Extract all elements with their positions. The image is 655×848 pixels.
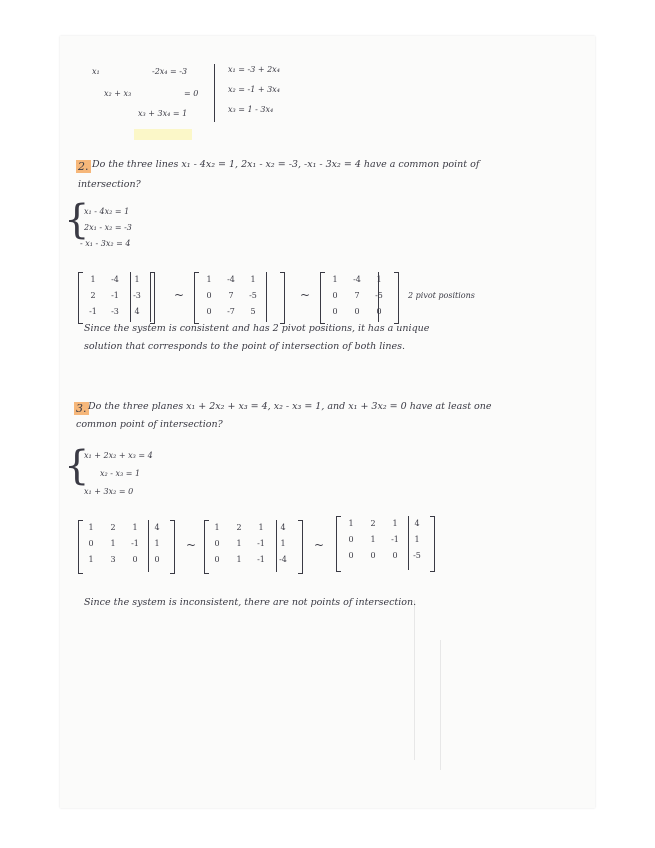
matrix-cell: 1 bbox=[90, 275, 96, 284]
top-solution-line: x₁ = -3 + 2x₄ bbox=[228, 65, 280, 74]
system-equation: x₁ + 3x₂ = 0 bbox=[84, 487, 134, 496]
matrix-cell: -4 bbox=[227, 275, 235, 284]
matrix-cell: 4 bbox=[414, 519, 420, 528]
matrix-cell: 0 bbox=[348, 535, 354, 544]
matrix-cell: 1 bbox=[214, 523, 220, 532]
matrix-bracket-right bbox=[170, 520, 175, 574]
matrix-cell: 0 bbox=[154, 555, 160, 564]
matrix-cell: -5 bbox=[249, 291, 257, 300]
matrix-bracket-right bbox=[280, 272, 285, 324]
system-equation: x₁ + 2x₂ + x₃ = 4 bbox=[84, 451, 153, 460]
system-brace: { bbox=[64, 197, 90, 243]
matrix-cell: 1 bbox=[280, 539, 286, 548]
augmented-matrix bbox=[80, 520, 168, 568]
matrix-cell: 1 bbox=[110, 539, 116, 548]
system-equation: x₁ - 4x₂ = 1 bbox=[84, 207, 130, 216]
matrix-cell: 0 bbox=[214, 539, 220, 548]
matrix-cell: 0 bbox=[348, 551, 354, 560]
pivot-note: 2 pivot positions bbox=[408, 291, 475, 300]
matrix-bracket-right bbox=[394, 272, 399, 324]
matrix-cell: -4 bbox=[279, 555, 287, 564]
augmented-matrix bbox=[206, 520, 294, 568]
augment-bar bbox=[276, 520, 277, 572]
matrix-cell: 1 bbox=[154, 539, 160, 548]
matrix-cell: 1 bbox=[414, 535, 420, 544]
matrix-cell: 7 bbox=[354, 291, 360, 300]
augment-bar bbox=[266, 272, 267, 322]
matrix-bracket-right bbox=[298, 520, 303, 574]
matrix-cell: 1 bbox=[206, 275, 212, 284]
matrix-cell: 4 bbox=[280, 523, 286, 532]
matrix-bracket-right bbox=[150, 272, 155, 324]
matrix-cell: 0 bbox=[206, 307, 212, 316]
row-equivalent-symbol: ~ bbox=[174, 288, 185, 302]
question-text: Do the three planes x₁ + 2x₂ + x₃ = 4, x₂ - x₃ = 1, and x₁ + 3x₂ = 0 have at least one bbox=[88, 401, 492, 412]
matrix-cell: 2 bbox=[236, 523, 242, 532]
matrix-cell: 1 bbox=[392, 519, 398, 528]
matrix-cell: 1 bbox=[134, 275, 140, 284]
matrix-cell: -1 bbox=[257, 539, 265, 548]
matrix-cell: 0 bbox=[370, 551, 376, 560]
matrix-cell: 1 bbox=[370, 535, 376, 544]
matrix-cell: -1 bbox=[131, 539, 139, 548]
question-text: intersection? bbox=[78, 179, 141, 190]
augmented-matrix bbox=[198, 272, 264, 320]
matrix-cell: 3 bbox=[110, 555, 116, 564]
matrix-cell: 0 bbox=[354, 307, 360, 316]
matrix-cell: 0 bbox=[132, 555, 138, 564]
matrix-cell: 2 bbox=[110, 523, 116, 532]
matrix-cell: -5 bbox=[413, 551, 421, 560]
question-number: 2. bbox=[78, 160, 89, 173]
matrix-cell: 1 bbox=[348, 519, 354, 528]
top-eq-line: x₃ + 3x₄ = 1 bbox=[138, 109, 188, 118]
conclusion-text: Since the system is inconsistent, there are not points of intersection. bbox=[84, 597, 417, 608]
matrix-cell: 0 bbox=[392, 551, 398, 560]
augmented-matrix bbox=[82, 272, 148, 320]
system-equation: x₂ - x₃ = 1 bbox=[100, 469, 141, 478]
augment-bar bbox=[148, 520, 149, 572]
matrix-cell: 0 bbox=[332, 307, 338, 316]
matrix-cell: 5 bbox=[250, 307, 256, 316]
matrix-cell: 7 bbox=[228, 291, 234, 300]
matrix-cell: -3 bbox=[133, 291, 141, 300]
paper-crease bbox=[414, 600, 415, 760]
matrix-bracket-right bbox=[430, 516, 435, 572]
matrix-cell: 1 bbox=[258, 523, 264, 532]
highlighter-mark bbox=[134, 129, 192, 140]
system-brace: { bbox=[64, 443, 90, 489]
matrix-cell: 1 bbox=[88, 555, 94, 564]
row-equivalent-symbol: ~ bbox=[300, 288, 311, 302]
matrix-cell: -3 bbox=[111, 307, 119, 316]
question-text: Do the three lines x₁ - 4x₂ = 1, 2x₁ - x₂ = -3, -x₁ - 3x₂ = 4 have a common point of bbox=[92, 159, 480, 170]
matrix-cell: 0 bbox=[376, 307, 382, 316]
matrix-cell: 0 bbox=[332, 291, 338, 300]
matrix-cell: -7 bbox=[227, 307, 235, 316]
conclusion-text: solution that corresponds to the point of intersection of both lines. bbox=[84, 341, 405, 352]
divider-line bbox=[214, 64, 215, 122]
matrix-cell: -4 bbox=[353, 275, 361, 284]
matrix-cell: -1 bbox=[391, 535, 399, 544]
matrix-cell: 2 bbox=[90, 291, 96, 300]
matrix-cell: -1 bbox=[89, 307, 97, 316]
matrix-cell: -5 bbox=[375, 291, 383, 300]
top-eq-line: = 0 bbox=[184, 89, 199, 98]
top-eq-line: x₂ + x₃ bbox=[104, 89, 132, 98]
matrix-cell: 1 bbox=[88, 523, 94, 532]
augment-bar bbox=[378, 272, 379, 322]
question-text: common point of intersection? bbox=[76, 419, 223, 430]
matrix-cell: 1 bbox=[332, 275, 338, 284]
matrix-cell: 1 bbox=[236, 555, 242, 564]
matrix-cell: 0 bbox=[206, 291, 212, 300]
top-solution-line: x₂ = -1 + 3x₄ bbox=[228, 85, 280, 94]
question-number: 3. bbox=[76, 402, 87, 415]
matrix-cell: -1 bbox=[111, 291, 119, 300]
augmented-matrix bbox=[340, 516, 428, 564]
augmented-matrix bbox=[324, 272, 390, 320]
matrix-cell: 4 bbox=[154, 523, 160, 532]
matrix-cell: 1 bbox=[132, 523, 138, 532]
matrix-cell: -1 bbox=[257, 555, 265, 564]
row-equivalent-symbol: ~ bbox=[314, 538, 325, 552]
matrix-cell: 0 bbox=[88, 539, 94, 548]
matrix-cell: 1 bbox=[376, 275, 382, 284]
conclusion-text: Since the system is consistent and has 2 pivot positions, it has a unique bbox=[84, 323, 430, 334]
matrix-cell: 2 bbox=[370, 519, 376, 528]
matrix-cell: 1 bbox=[236, 539, 242, 548]
system-equation: 2x₁ - x₂ = -3 bbox=[84, 223, 132, 232]
augment-bar bbox=[130, 272, 131, 322]
row-equivalent-symbol: ~ bbox=[186, 538, 197, 552]
top-solution-line: x₃ = 1 - 3x₄ bbox=[228, 105, 274, 114]
top-eq-line: -2x₄ = -3 bbox=[152, 67, 188, 76]
matrix-cell: 1 bbox=[250, 275, 256, 284]
matrix-cell: 0 bbox=[214, 555, 220, 564]
matrix-cell: -4 bbox=[111, 275, 119, 284]
system-equation: - x₁ - 3x₂ = 4 bbox=[80, 239, 131, 248]
augment-bar bbox=[408, 516, 409, 570]
top-eq-line: x₁ bbox=[92, 67, 100, 76]
paper-crease bbox=[440, 640, 441, 770]
matrix-cell: 4 bbox=[134, 307, 140, 316]
